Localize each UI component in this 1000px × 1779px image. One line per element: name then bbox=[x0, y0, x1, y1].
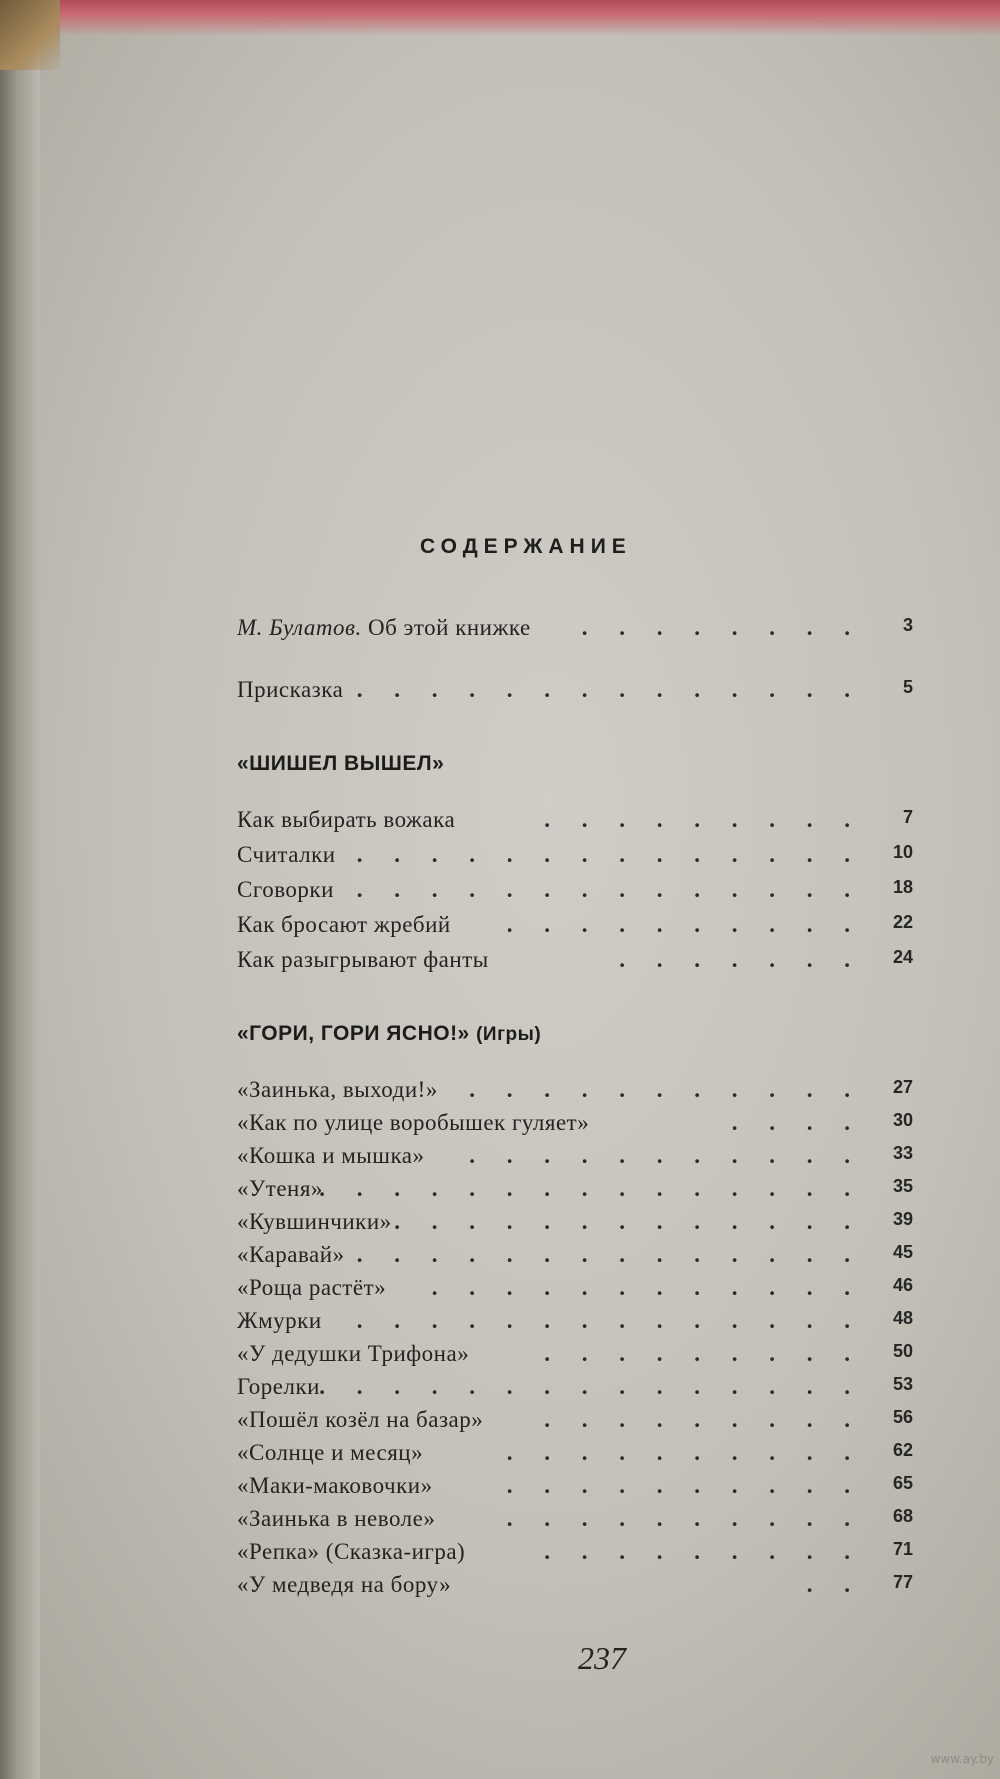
toc-entry bbox=[237, 1539, 913, 1573]
section-heading bbox=[237, 1022, 541, 1046]
leader-dots: . . . . . . . . . . . . . . bbox=[356, 1242, 863, 1267]
leader-dots: . . . . . . . . . . . . . bbox=[394, 1209, 863, 1234]
entry-title: «Репка» (Сказка-игра) bbox=[237, 1539, 466, 1564]
section-heading-subtitle: (Игры) bbox=[476, 1024, 542, 1045]
entry-title: «Солнце и месяц» bbox=[237, 1440, 424, 1465]
entry-title: «Пошёл козёл на базар» bbox=[237, 1407, 484, 1432]
entry-page-number: 30 bbox=[892, 1110, 913, 1130]
toc-entry bbox=[237, 1440, 913, 1474]
entry-title: «Кувшинчики» bbox=[237, 1209, 392, 1234]
entry-page-number: 77 bbox=[892, 1572, 913, 1592]
entry-title: Как бросают жребий bbox=[237, 912, 451, 937]
leader-dots: . . . . . . . . . . . bbox=[469, 1077, 863, 1102]
entry-page-number: 62 bbox=[892, 1440, 913, 1460]
leader-dots: . . . . . . . . . . . . . . . bbox=[319, 1374, 863, 1399]
toc-entry bbox=[237, 1176, 913, 1210]
toc-entry bbox=[237, 842, 913, 876]
entry-page-number: 39 bbox=[892, 1209, 913, 1229]
toc-entry bbox=[237, 677, 913, 711]
leader-dots: . . bbox=[806, 1572, 863, 1597]
leader-dots: . . . . . . . bbox=[619, 947, 863, 972]
toc-entry bbox=[237, 807, 913, 841]
leader-dots: . . . . . . . . . . . . bbox=[431, 1275, 863, 1300]
entry-page-number: 18 bbox=[892, 877, 913, 897]
entry-page-number: 24 bbox=[892, 947, 913, 967]
book-spine-shadow bbox=[0, 0, 40, 1779]
leader-dots: . . . . . . . . . . bbox=[506, 1440, 863, 1465]
entry-title: Жмурки bbox=[237, 1308, 322, 1333]
toc-entry bbox=[237, 1506, 913, 1540]
entry-page-number: 71 bbox=[892, 1539, 913, 1559]
entry-title: «Кошка и мышка» bbox=[237, 1143, 425, 1168]
entry-page-number: 10 bbox=[892, 842, 913, 862]
cover-corner bbox=[0, 0, 60, 70]
entry-page-number: 56 bbox=[892, 1407, 913, 1427]
leader-dots: . . . . . . . . . . . bbox=[469, 1143, 863, 1168]
page-folio-number: 237 bbox=[578, 1640, 626, 1676]
toc-entry bbox=[237, 1209, 913, 1243]
entry-page-number: 48 bbox=[892, 1308, 913, 1328]
toc-entry bbox=[237, 1242, 913, 1276]
entry-title: «Утеня» bbox=[237, 1176, 323, 1201]
toc-entry bbox=[237, 1308, 913, 1342]
entry-page-number: 3 bbox=[902, 615, 913, 635]
toc-entry bbox=[237, 1407, 913, 1441]
leader-dots: . . . . . . . . . bbox=[544, 1407, 863, 1432]
entry-title: «Заинька, выходи!» bbox=[237, 1077, 438, 1102]
toc-entry bbox=[237, 1143, 913, 1177]
leader-dots: . . . . . . . . . . . . . . . bbox=[319, 1176, 863, 1201]
leader-dots: . . . . bbox=[731, 1110, 863, 1135]
toc-entry bbox=[237, 1473, 913, 1507]
leader-dots: . . . . . . . . bbox=[581, 615, 863, 640]
toc-entry bbox=[237, 1110, 913, 1144]
entry-page-number: 65 bbox=[892, 1473, 913, 1493]
entry-page-number: 46 bbox=[892, 1275, 913, 1295]
entry-title: Как разыгрывают фанты bbox=[237, 947, 489, 972]
entry-title: «Как по улице воробышек гуляет» bbox=[237, 1110, 590, 1135]
entry-title: «Маки-маковочки» bbox=[237, 1473, 433, 1498]
leader-dots: . . . . . . . . . . . . . . bbox=[356, 1308, 863, 1333]
entry-page-number: 35 bbox=[892, 1176, 913, 1196]
entry-page-number: 5 bbox=[902, 677, 913, 697]
entry-page-number: 33 bbox=[892, 1143, 913, 1163]
leader-dots: . . . . . . . . . bbox=[544, 807, 863, 832]
entry-label bbox=[237, 615, 531, 641]
entry-title: «Роща растёт» bbox=[237, 1275, 387, 1300]
entry-title: Об этой книжке bbox=[367, 615, 531, 640]
leader-dots: . . . . . . . . . bbox=[544, 1539, 863, 1564]
entry-page-number: 7 bbox=[902, 807, 913, 827]
entry-title: Сговорки bbox=[237, 877, 334, 902]
toc-entry bbox=[237, 1572, 913, 1606]
entry-page-number: 22 bbox=[892, 912, 913, 932]
entry-title: «Каравай» bbox=[237, 1242, 345, 1267]
toc-entry bbox=[237, 1275, 913, 1309]
entry-title: Присказка bbox=[237, 677, 344, 702]
entry-page-number: 50 bbox=[892, 1341, 913, 1361]
toc-entry bbox=[237, 615, 913, 649]
leader-dots: . . . . . . . . . bbox=[544, 1341, 863, 1366]
entry-title: «У дедушки Трифона» bbox=[237, 1341, 470, 1366]
leader-dots: . . . . . . . . . . bbox=[506, 1506, 863, 1531]
toc-entry bbox=[237, 947, 913, 981]
leader-dots: . . . . . . . . . . . . . . bbox=[356, 842, 863, 867]
entry-title: «У медведя на бору» bbox=[237, 1572, 452, 1597]
section-heading: «ШИШЕЛ ВЫШЕЛ» bbox=[237, 752, 445, 775]
entry-page-number: 68 bbox=[892, 1506, 913, 1526]
toc-title: СОДЕРЖАНИЕ bbox=[420, 535, 632, 558]
toc-entry bbox=[237, 912, 913, 946]
entry-title: Считалки bbox=[237, 842, 336, 867]
leader-dots: . . . . . . . . . . bbox=[506, 1473, 863, 1498]
entry-title: «Заинька в неволе» bbox=[237, 1506, 436, 1531]
entry-title: Как выбирать вожака bbox=[237, 807, 456, 832]
toc-entry bbox=[237, 877, 913, 911]
toc-entry bbox=[237, 1077, 913, 1111]
entry-author: М. Булатов. bbox=[237, 615, 362, 640]
leader-dots: . . . . . . . . . . . . . . bbox=[356, 877, 863, 902]
entry-page-number: 45 bbox=[892, 1242, 913, 1262]
leader-dots: . . . . . . . . . . bbox=[506, 912, 863, 937]
entry-page-number: 27 bbox=[892, 1077, 913, 1097]
leader-dots: . . . . . . . . . . . . . . bbox=[356, 677, 863, 702]
toc-entry bbox=[237, 1341, 913, 1375]
watermark-text: www.ay.by bbox=[930, 1752, 994, 1766]
toc-entry bbox=[237, 1374, 913, 1408]
entry-title: Горелки bbox=[237, 1374, 320, 1399]
cover-edge bbox=[30, 0, 1000, 36]
entry-page-number: 53 bbox=[892, 1374, 913, 1394]
section-heading-title: «ГОРИ, ГОРИ ЯСНО!» bbox=[237, 1022, 470, 1045]
